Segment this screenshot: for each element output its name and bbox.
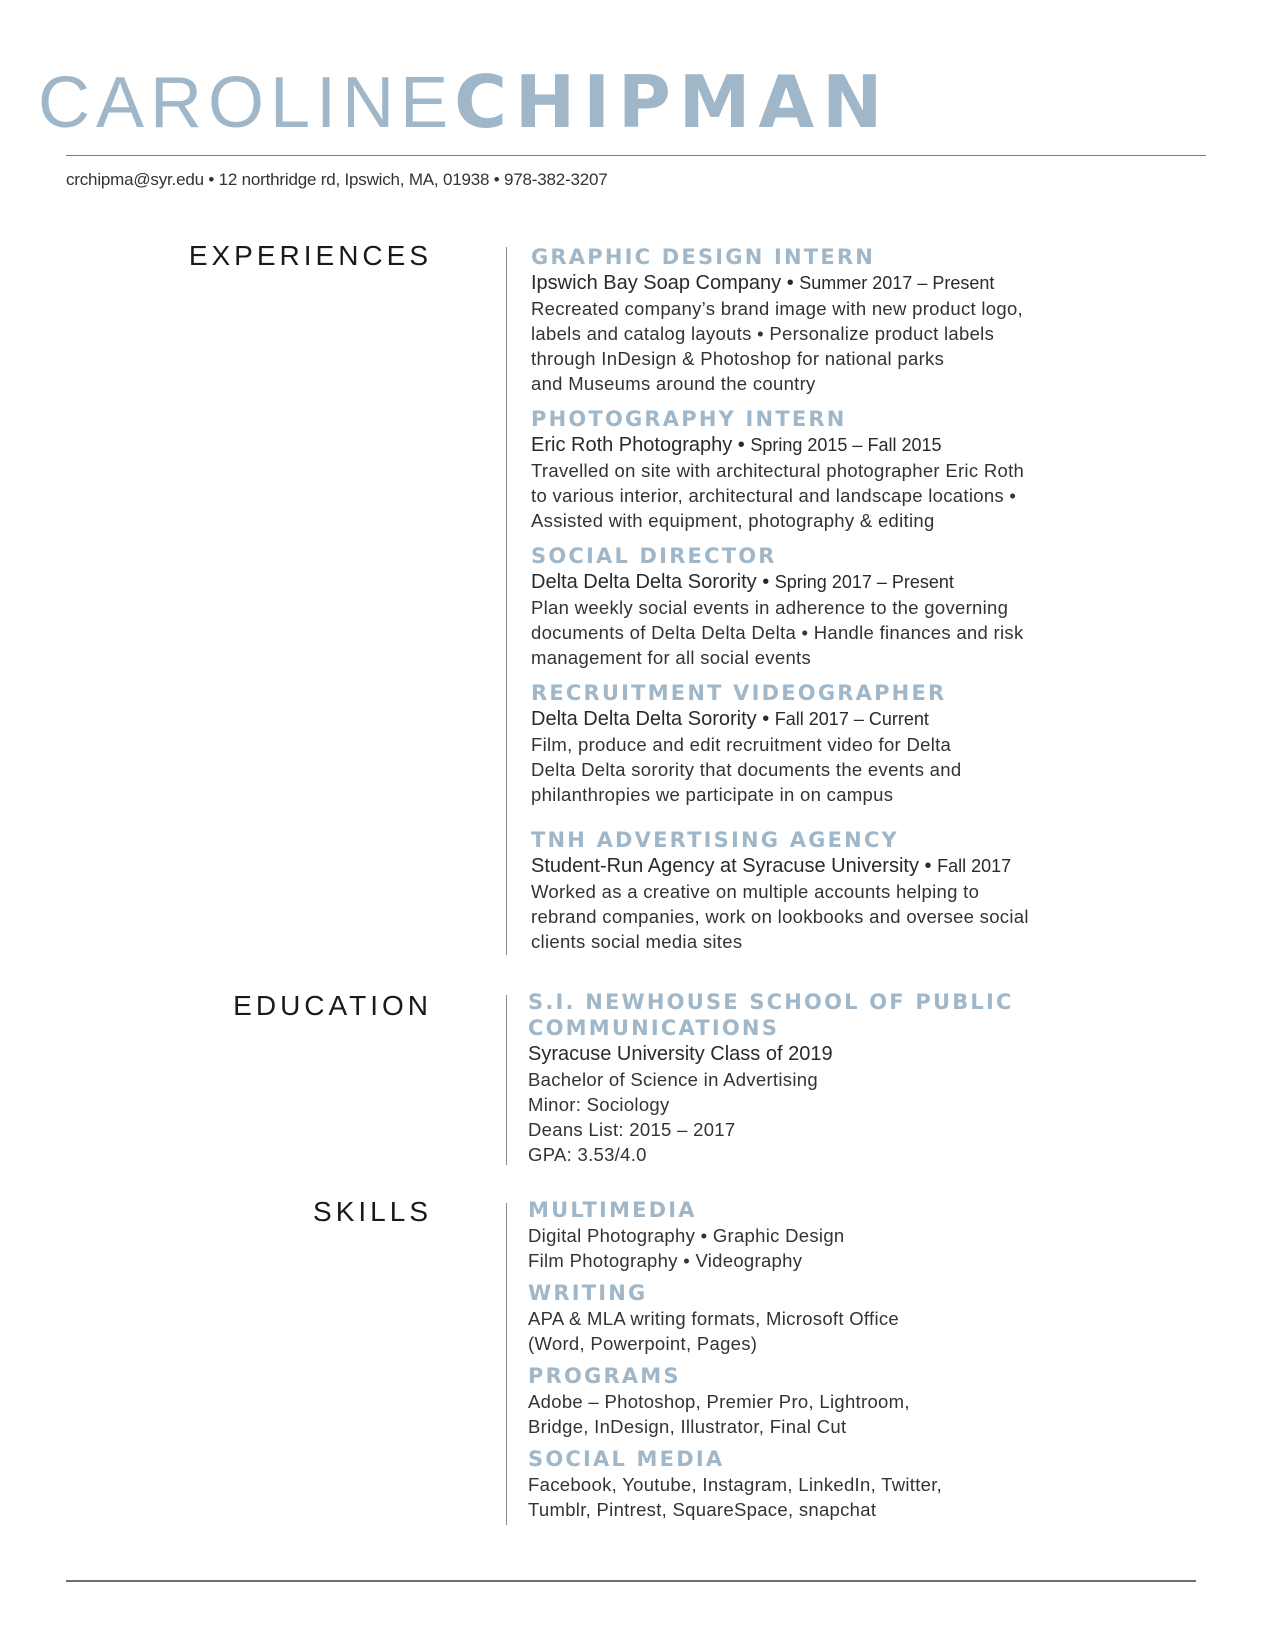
experiences-list: [531, 244, 1051, 954]
skills-block: [528, 1197, 1048, 1522]
entry-line: documents of Delta Delta Delta • Handle finances and risk: [531, 622, 1024, 643]
entry-org: Eric Roth Photography • Spring 2015 – Fall 2015: [531, 434, 942, 456]
education-line: Deans List: 2015 – 2017: [528, 1119, 736, 1140]
bottom-rule: [66, 1580, 1196, 1582]
last-name: CHIPMAN: [454, 60, 891, 144]
skill-line: APA & MLA writing formats, Microsoft Office: [528, 1308, 900, 1329]
skill-line: Adobe – Photoshop, Premier Pro, Lightroom,: [528, 1391, 910, 1412]
experience-entry: [531, 543, 1051, 680]
school-title: COMMUNICATIONS: [528, 1016, 780, 1040]
entry-line: Film, produce and edit recruitment video for Delta: [531, 734, 952, 755]
top-rule: [66, 155, 1206, 156]
section-label-experiences: EXPERIENCES: [188, 240, 432, 271]
entry-org-name: Delta Delta Delta Sorority: [531, 708, 757, 730]
section-divider-skills: [506, 1203, 507, 1525]
skill-line: Bridge, InDesign, Illustrator, Final Cut: [528, 1416, 847, 1437]
entry-org-name: Eric Roth Photography: [531, 434, 733, 456]
entry-line: clients social media sites: [531, 931, 743, 952]
entry-line: and Museums around the country: [531, 373, 816, 394]
entry-org: Delta Delta Delta Sorority • Fall 2017 – Current: [531, 708, 929, 730]
skill-line: Tumblr, Pintrest, SquareSpace, snapchat: [528, 1499, 877, 1520]
first-name: CAROLINE: [38, 63, 455, 143]
entry-line: philanthropies we participate in on campus: [531, 784, 894, 805]
skill-title: WRITING: [528, 1281, 648, 1305]
experience-entry: [531, 680, 1051, 827]
school-name: Syracuse University Class of 2019: [528, 1043, 833, 1065]
entry-line: Delta Delta sorority that documents the events and: [531, 759, 962, 780]
entry-line: Assisted with equipment, photography & editing: [531, 510, 935, 531]
skill-line: Facebook, Youtube, Instagram, LinkedIn, Twitter,: [528, 1474, 943, 1495]
section-divider-education: [506, 995, 507, 1165]
entry-title: RECRUITMENT VIDEOGRAPHER: [531, 681, 947, 705]
skill-line: (Word, Powerpoint, Pages): [528, 1333, 758, 1354]
education-block: [528, 989, 1048, 1167]
skill-group: [528, 1363, 1048, 1446]
entry-org-name: Delta Delta Delta Sorority: [531, 571, 757, 593]
skill-title: MULTIMEDIA: [528, 1198, 697, 1222]
education-line: Minor: Sociology: [528, 1094, 670, 1115]
entry-line: through InDesign & Photoshop for national parks: [531, 348, 945, 369]
resume-name: [38, 62, 890, 143]
entry-org: Student-Run Agency at Syracuse University • Fall 2017: [531, 855, 1012, 877]
entry-org-name: Student-Run Agency at Syracuse University: [531, 855, 919, 877]
section-label-skills: SKILLS: [313, 1196, 432, 1227]
entry-title: PHOTOGRAPHY INTERN: [531, 407, 847, 431]
skill-group: [528, 1280, 1048, 1363]
entry-title: GRAPHIC DESIGN INTERN: [531, 245, 876, 269]
school-title: S.I. NEWHOUSE SCHOOL OF PUBLIC: [528, 990, 1014, 1014]
entry-org: Delta Delta Delta Sorority • Spring 2017 – Present: [531, 571, 954, 593]
entry-title: SOCIAL DIRECTOR: [531, 544, 777, 568]
skill-line: Film Photography • Videography: [528, 1250, 803, 1271]
section-divider-experiences: [506, 247, 507, 955]
entry-org-name: Ipswich Bay Soap Company: [531, 272, 782, 294]
experience-entry: [531, 244, 1051, 406]
entry-title: TNH ADVERTISING AGENCY: [531, 828, 899, 852]
entry-line: Travelled on site with architectural photographer Eric Roth: [531, 460, 1025, 481]
entry-line: rebrand companies, work on lookbooks and oversee social: [531, 906, 1029, 927]
contact-info: crchipma@syr.edu • 12 northridge rd, Ipswich, MA, 01938 • 978-382-3207: [66, 170, 608, 189]
skill-group: [528, 1197, 1048, 1280]
experience-entry: [531, 406, 1051, 543]
entry-date: Fall 2017: [937, 856, 1012, 876]
section-label-education: EDUCATION: [233, 990, 432, 1021]
entry-date: Spring 2017 – Present: [774, 572, 954, 592]
skill-line: Digital Photography • Graphic Design: [528, 1225, 845, 1246]
experience-entry: [531, 827, 1051, 954]
entry-line: Worked as a creative on multiple accounts helping to: [531, 881, 980, 902]
education-line: Bachelor of Science in Advertising: [528, 1069, 818, 1090]
entry-org: Ipswich Bay Soap Company • Summer 2017 – Present: [531, 272, 995, 294]
entry-line: management for all social events: [531, 647, 812, 668]
entry-date: Summer 2017 – Present: [799, 273, 995, 293]
entry-line: Recreated company’s brand image with new product logo,: [531, 298, 1023, 319]
entry-date: Fall 2017 – Current: [774, 709, 929, 729]
entry-line: Plan weekly social events in adherence to the governing: [531, 597, 1009, 618]
skill-title: SOCIAL MEDIA: [528, 1447, 725, 1471]
entry-line: to various interior, architectural and landscape locations •: [531, 485, 1017, 506]
entry-date: Spring 2015 – Fall 2015: [750, 435, 942, 455]
entry-line: labels and catalog layouts • Personalize product labels: [531, 323, 995, 344]
skill-title: PROGRAMS: [528, 1364, 681, 1388]
skill-group: [528, 1446, 1048, 1522]
education-line: GPA: 3.53/4.0: [528, 1144, 647, 1165]
